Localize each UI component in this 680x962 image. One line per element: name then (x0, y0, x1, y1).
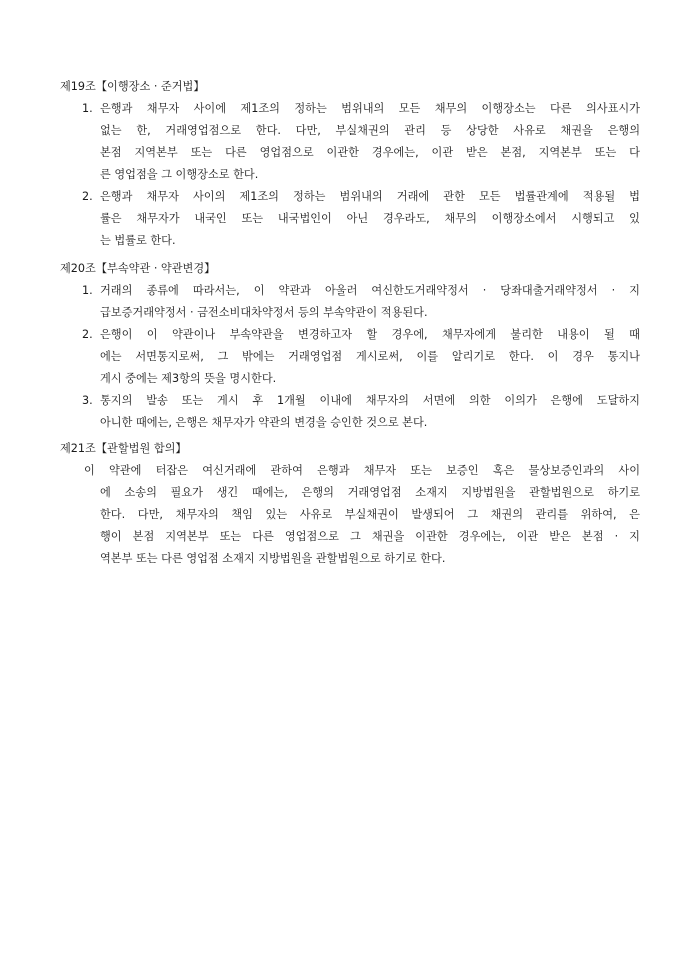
item-number: 1. (82, 102, 93, 115)
item-line: 아니한 때에는, 은행은 채무자가 약관의 변경을 승인한 것으로 본다. (100, 416, 428, 429)
article-item (60, 390, 640, 434)
article-item (60, 280, 640, 324)
item-line: 는 법률로 한다. (100, 234, 176, 247)
paragraph-line: 행이 본점 지역본부 또는 다른 영업점으로 그 채권을 이관한 경우에는, 이관 받은 본점 · 지 (100, 530, 640, 543)
article-item (60, 186, 640, 252)
item-line: 급보증거래약정서 · 금전소비대차약정서 등의 부속약관이 적용된다. (100, 306, 428, 319)
article-item (60, 98, 640, 186)
article-21 (60, 438, 640, 570)
article-paragraph (60, 460, 640, 570)
item-line: 거래의 종류에 따라서는, 이 약관과 아울러 여신한도거래약정서 · 당좌대출거래약정서 · 지 (100, 284, 640, 297)
item-line: 게시 중에는 제3항의 뜻을 명시한다. (100, 372, 277, 385)
paragraph-line: 이 약관에 터잡은 여신거래에 관하여 은행과 채무자 또는 보증인 혹은 물상보증인과의 사이 (84, 464, 640, 477)
item-line: 은행이 이 약관이나 부속약관을 변경하고자 할 경우에, 채무자에게 불리한 내용이 될 때 (100, 328, 640, 341)
article-19 (60, 76, 640, 252)
item-line: 른 영업점을 그 이행장소로 한다. (100, 168, 259, 181)
item-number: 2. (82, 190, 93, 203)
item-line: 통지의 발송 또는 게시 후 1개월 이내에 채무자의 서면에 의한 이의가 은행에 도달하지 (100, 394, 640, 407)
article-20 (60, 258, 640, 434)
paragraph-line: 한다. 다만, 채무자의 책임 있는 사유로 부실채권이 발생되어 그 채권의 관리를 위하여, 은 (100, 508, 640, 521)
paragraph-line: 역본부 또는 다른 영업점 소재지 지방법원을 관할법원으로 하기로 한다. (100, 552, 446, 565)
article-heading: 제19조【이행장소 · 준거법】 (60, 80, 205, 93)
paragraph-line: 에 소송의 필요가 생긴 때에는, 은행의 거래영업점 소재지 지방법원을 관할법원으로 하기로 (100, 486, 640, 499)
item-line: 률은 채무자가 내국인 또는 내국법인이 아닌 경우라도, 채무의 이행장소에서 시행되고 있 (100, 212, 640, 225)
item-number: 1. (82, 284, 93, 297)
item-line: 에는 서면통지로써, 그 밖에는 거래영업점 게시로써, 이를 알리기로 한다. 이 경우 통지나 (100, 350, 640, 363)
item-line: 없는 한, 거래영업점으로 한다. 다만, 부실채권의 관리 등 상당한 사유로 채권을 은행의 (100, 124, 640, 137)
item-line: 본점 지역본부 또는 다른 영업점으로 이관한 경우에는, 이관 받은 본점, 지역본부 또는 다 (100, 146, 640, 159)
article-heading: 제21조【관할법원 합의】 (60, 442, 187, 455)
item-number: 2. (82, 328, 93, 341)
item-line: 은행과 채무자 사이의 제1조의 정하는 범위내의 거래에 관한 모든 법률관계에 적용될 법 (100, 190, 640, 203)
item-number: 3. (82, 394, 93, 407)
article-heading: 제20조【부속약관 · 약관변경】 (60, 262, 216, 275)
item-line: 은행과 채무자 사이에 제1조의 정하는 범위내의 모든 채무의 이행장소는 다른 의사표시가 (100, 102, 640, 115)
article-item (60, 324, 640, 390)
